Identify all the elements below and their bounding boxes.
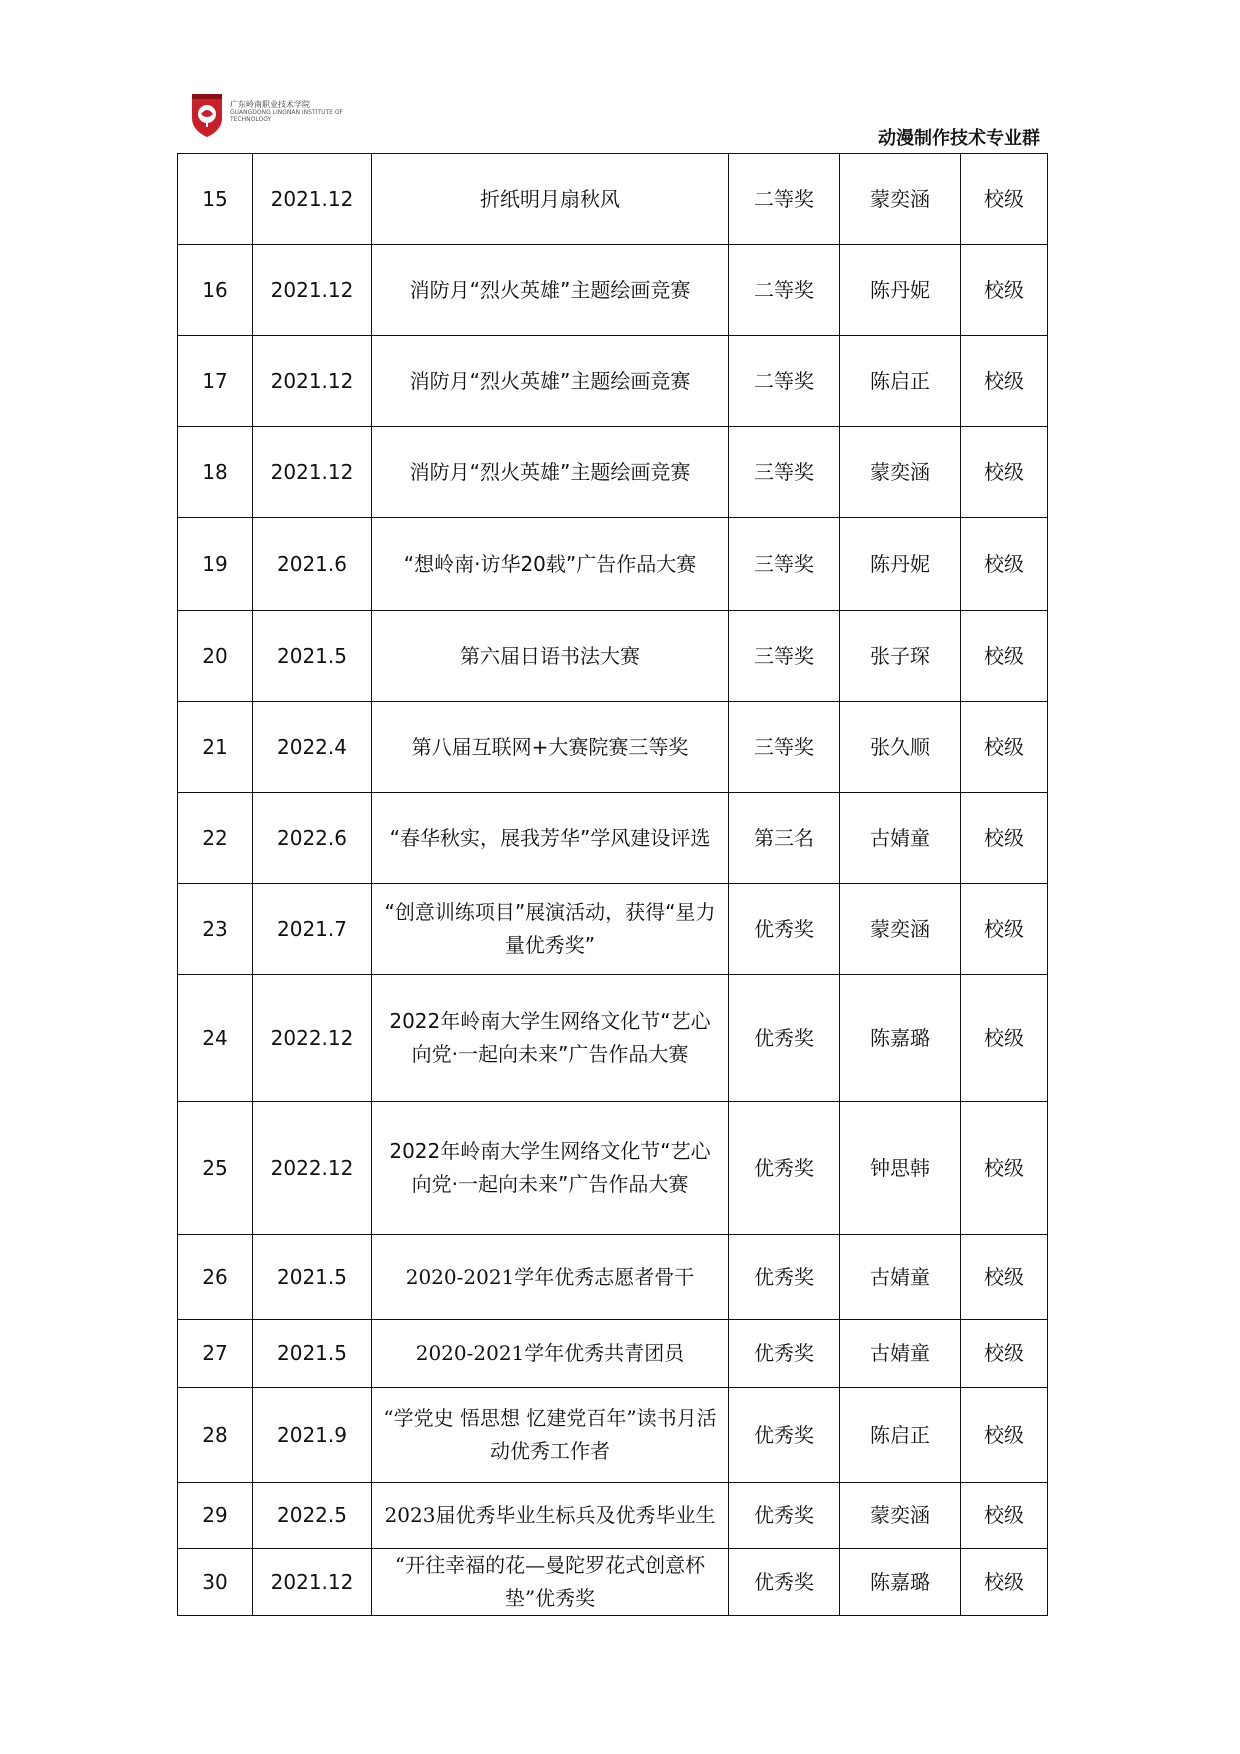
cell-award: 优秀奖 bbox=[729, 1102, 840, 1235]
cell-person: 蒙奕涵 bbox=[840, 884, 961, 975]
cell-no: 25 bbox=[178, 1102, 253, 1235]
cell-level: 校级 bbox=[961, 245, 1048, 336]
cell-no: 28 bbox=[178, 1388, 253, 1483]
cell-level: 校级 bbox=[961, 1483, 1048, 1549]
cell-name: “开往幸福的花—曼陀罗花式创意杯垫”优秀奖 bbox=[372, 1549, 729, 1616]
cell-date: 2021.5 bbox=[253, 611, 372, 702]
cell-name: 2022年岭南大学生网络文化节“艺心向党·一起向未来”广告作品大赛 bbox=[372, 1102, 729, 1235]
cell-person: 钟思韩 bbox=[840, 1102, 961, 1235]
cell-level: 校级 bbox=[961, 793, 1048, 884]
cell-date: 2022.6 bbox=[253, 793, 372, 884]
cell-person: 蒙奕涵 bbox=[840, 427, 961, 518]
cell-award: 三等奖 bbox=[729, 611, 840, 702]
cell-person: 陈启正 bbox=[840, 1388, 961, 1483]
cell-level: 校级 bbox=[961, 884, 1048, 975]
cell-date: 2022.12 bbox=[253, 1102, 372, 1235]
cell-level: 校级 bbox=[961, 1549, 1048, 1616]
cell-no: 21 bbox=[178, 702, 253, 793]
table-row bbox=[178, 336, 1048, 427]
cell-no: 27 bbox=[178, 1320, 253, 1388]
table-row bbox=[178, 702, 1048, 793]
cell-date: 2022.5 bbox=[253, 1483, 372, 1549]
table-row bbox=[178, 1235, 1048, 1320]
cell-no: 15 bbox=[178, 154, 253, 245]
cell-person: 蒙奕涵 bbox=[840, 1483, 961, 1549]
cell-name: “春华秋实，展我芳华”学风建设评选 bbox=[372, 793, 729, 884]
cell-date: 2021.5 bbox=[253, 1235, 372, 1320]
cell-name: 第六届日语书法大赛 bbox=[372, 611, 729, 702]
cell-person: 陈启正 bbox=[840, 336, 961, 427]
cell-award: 二等奖 bbox=[729, 154, 840, 245]
cell-date: 2021.12 bbox=[253, 1549, 372, 1616]
cell-person: 古婧童 bbox=[840, 1235, 961, 1320]
school-logo bbox=[190, 92, 350, 140]
table-row bbox=[178, 611, 1048, 702]
cell-no: 16 bbox=[178, 245, 253, 336]
cell-level: 校级 bbox=[961, 154, 1048, 245]
cell-name: “学党史 悟思想 忆建党百年”读书月活动优秀工作者 bbox=[372, 1388, 729, 1483]
cell-person: 古婧童 bbox=[840, 793, 961, 884]
cell-person: 张子琛 bbox=[840, 611, 961, 702]
cell-award: 优秀奖 bbox=[729, 1549, 840, 1616]
cell-no: 26 bbox=[178, 1235, 253, 1320]
cell-no: 24 bbox=[178, 975, 253, 1102]
table-row bbox=[178, 1102, 1048, 1235]
cell-no: 17 bbox=[178, 336, 253, 427]
cell-level: 校级 bbox=[961, 1235, 1048, 1320]
cell-award: 优秀奖 bbox=[729, 1235, 840, 1320]
cell-level: 校级 bbox=[961, 1102, 1048, 1235]
cell-person: 陈嘉璐 bbox=[840, 1549, 961, 1616]
cell-person: 陈嘉璐 bbox=[840, 975, 961, 1102]
cell-name: 消防月“烈火英雄”主题绘画竞赛 bbox=[372, 245, 729, 336]
cell-date: 2021.6 bbox=[253, 518, 372, 611]
cell-award: 优秀奖 bbox=[729, 975, 840, 1102]
cell-no: 23 bbox=[178, 884, 253, 975]
cell-date: 2021.5 bbox=[253, 1320, 372, 1388]
cell-name: 消防月“烈火英雄”主题绘画竞赛 bbox=[372, 336, 729, 427]
cell-level: 校级 bbox=[961, 702, 1048, 793]
cell-person: 蒙奕涵 bbox=[840, 154, 961, 245]
cell-no: 30 bbox=[178, 1549, 253, 1616]
table-row bbox=[178, 884, 1048, 975]
table-row bbox=[178, 245, 1048, 336]
table-row bbox=[178, 154, 1048, 245]
cell-level: 校级 bbox=[961, 518, 1048, 611]
cell-date: 2021.12 bbox=[253, 336, 372, 427]
cell-no: 18 bbox=[178, 427, 253, 518]
logo-school-name: 广东岭南职业技术学院 bbox=[230, 100, 310, 109]
table-row bbox=[178, 1320, 1048, 1388]
awards-table bbox=[177, 153, 1048, 1616]
cell-name: 2020-2021学年优秀志愿者骨干 bbox=[372, 1235, 729, 1320]
table-row bbox=[178, 427, 1048, 518]
cell-award: 优秀奖 bbox=[729, 1388, 840, 1483]
table-row bbox=[178, 1483, 1048, 1549]
cell-person: 陈丹妮 bbox=[840, 518, 961, 611]
cell-level: 校级 bbox=[961, 1320, 1048, 1388]
cell-person: 张久顺 bbox=[840, 702, 961, 793]
cell-date: 2021.12 bbox=[253, 154, 372, 245]
cell-award: 优秀奖 bbox=[729, 884, 840, 975]
cell-person: 陈丹妮 bbox=[840, 245, 961, 336]
cell-level: 校级 bbox=[961, 1388, 1048, 1483]
cell-level: 校级 bbox=[961, 427, 1048, 518]
cell-name: “创意训练项目”展演活动，获得“星力量优秀奖” bbox=[372, 884, 729, 975]
page-header-title: 动漫制作技术专业群 bbox=[878, 128, 1040, 149]
logo-text bbox=[230, 100, 350, 123]
cell-name: 2020-2021学年优秀共青团员 bbox=[372, 1320, 729, 1388]
cell-award: 三等奖 bbox=[729, 518, 840, 611]
cell-name: 消防月“烈火英雄”主题绘画竞赛 bbox=[372, 427, 729, 518]
table-row bbox=[178, 518, 1048, 611]
cell-person: 古婧童 bbox=[840, 1320, 961, 1388]
cell-award: 二等奖 bbox=[729, 245, 840, 336]
cell-award: 二等奖 bbox=[729, 336, 840, 427]
cell-name: “想岭南·访华20载”广告作品大赛 bbox=[372, 518, 729, 611]
logo-school-english: GUANGDONG LINGNAN INSTITUTE OF TECHNOLOGY bbox=[230, 109, 344, 123]
cell-no: 22 bbox=[178, 793, 253, 884]
cell-name: 第八届互联网+大赛院赛三等奖 bbox=[372, 702, 729, 793]
cell-award: 优秀奖 bbox=[729, 1483, 840, 1549]
cell-award: 优秀奖 bbox=[729, 1320, 840, 1388]
cell-no: 29 bbox=[178, 1483, 253, 1549]
cell-no: 20 bbox=[178, 611, 253, 702]
cell-level: 校级 bbox=[961, 975, 1048, 1102]
cell-name: 折纸明月扇秋风 bbox=[372, 154, 729, 245]
cell-date: 2021.9 bbox=[253, 1388, 372, 1483]
cell-no: 19 bbox=[178, 518, 253, 611]
cell-date: 2022.12 bbox=[253, 975, 372, 1102]
cell-date: 2022.4 bbox=[253, 702, 372, 793]
table-row bbox=[178, 1549, 1048, 1616]
cell-name: 2023届优秀毕业生标兵及优秀毕业生 bbox=[372, 1483, 729, 1549]
cell-level: 校级 bbox=[961, 611, 1048, 702]
cell-date: 2021.7 bbox=[253, 884, 372, 975]
cell-award: 三等奖 bbox=[729, 427, 840, 518]
table-row bbox=[178, 975, 1048, 1102]
cell-award: 三等奖 bbox=[729, 702, 840, 793]
shield-logo-icon bbox=[190, 92, 224, 138]
table-row bbox=[178, 793, 1048, 884]
cell-award: 第三名 bbox=[729, 793, 840, 884]
table-row bbox=[178, 1388, 1048, 1483]
cell-level: 校级 bbox=[961, 336, 1048, 427]
cell-name: 2022年岭南大学生网络文化节“艺心向党·一起向未来”广告作品大赛 bbox=[372, 975, 729, 1102]
cell-date: 2021.12 bbox=[253, 427, 372, 518]
cell-date: 2021.12 bbox=[253, 245, 372, 336]
